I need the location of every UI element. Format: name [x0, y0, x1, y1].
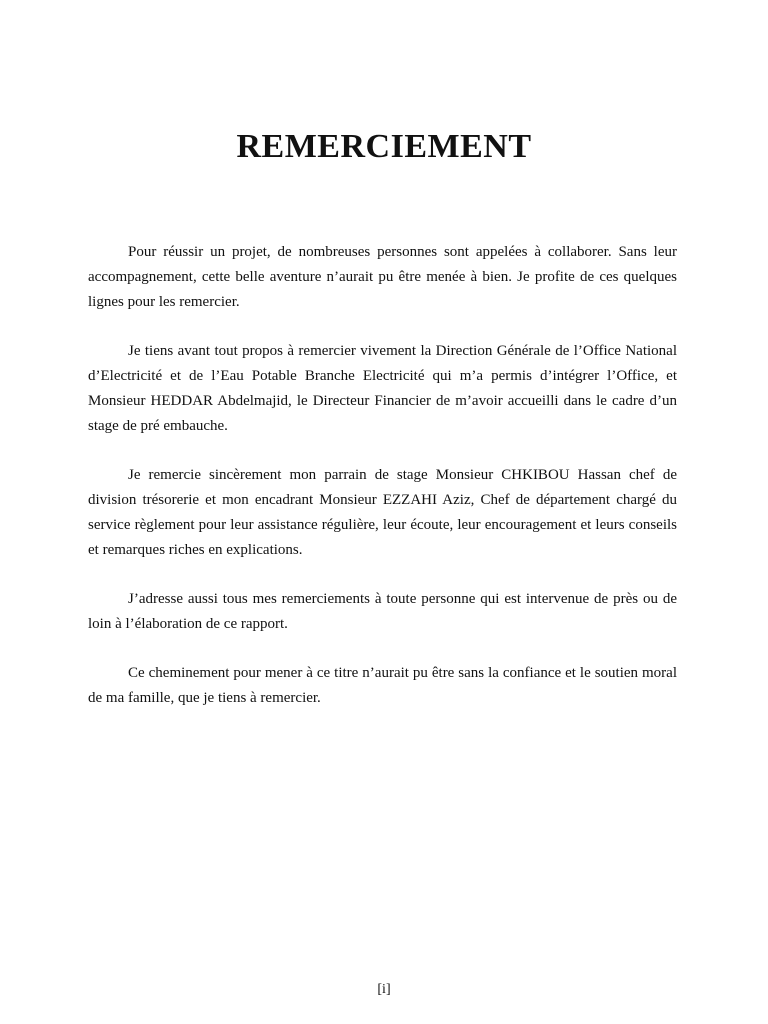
body-text: [88, 240, 677, 735]
paragraph-4: J’adresse aussi tous mes remerciements à toute personne qui est intervenue de près ou de loin à l’élaboration de ce rapport.: [88, 591, 677, 632]
page-number: [i]: [377, 982, 391, 997]
paragraph-5: Ce cheminement pour mener à ce titre n’aurait pu être sans la confiance et le soutien moral de ma famille, que je tiens à remercier.: [88, 665, 677, 706]
paragraph-1: Pour réussir un projet, de nombreuses personnes sont appelées à collaborer. Sans leur accompagnement, cette belle aventure n’aurait pu être menée à bien. Je profite de ces quelques lignes pour les remercier.: [88, 244, 677, 310]
page-title: REMERCIEMENT: [236, 128, 532, 165]
paragraph-3: Je remercie sincèrement mon parrain de stage Monsieur CHKIBOU Hassan chef de division trésorerie et mon encadrant Monsieur EZZAHI Aziz, Chef de département chargé du service règlement pour leur assistance régulière, leur écoute, leur encouragement et leurs conseils et remarques riches en explications.: [88, 467, 677, 558]
paragraph-2: Je tiens avant tout propos à remercier vivement la Direction Générale de l’Office National d’Electricité et de l’Eau Potable Branche Electricité qui m’a permis d’intégrer l’Office, et Monsieur HEDDAR Abdelmajid, le Directeur Financier de m’avoir accueilli dans le cadre d’un stage de pré embauche.: [88, 343, 677, 434]
